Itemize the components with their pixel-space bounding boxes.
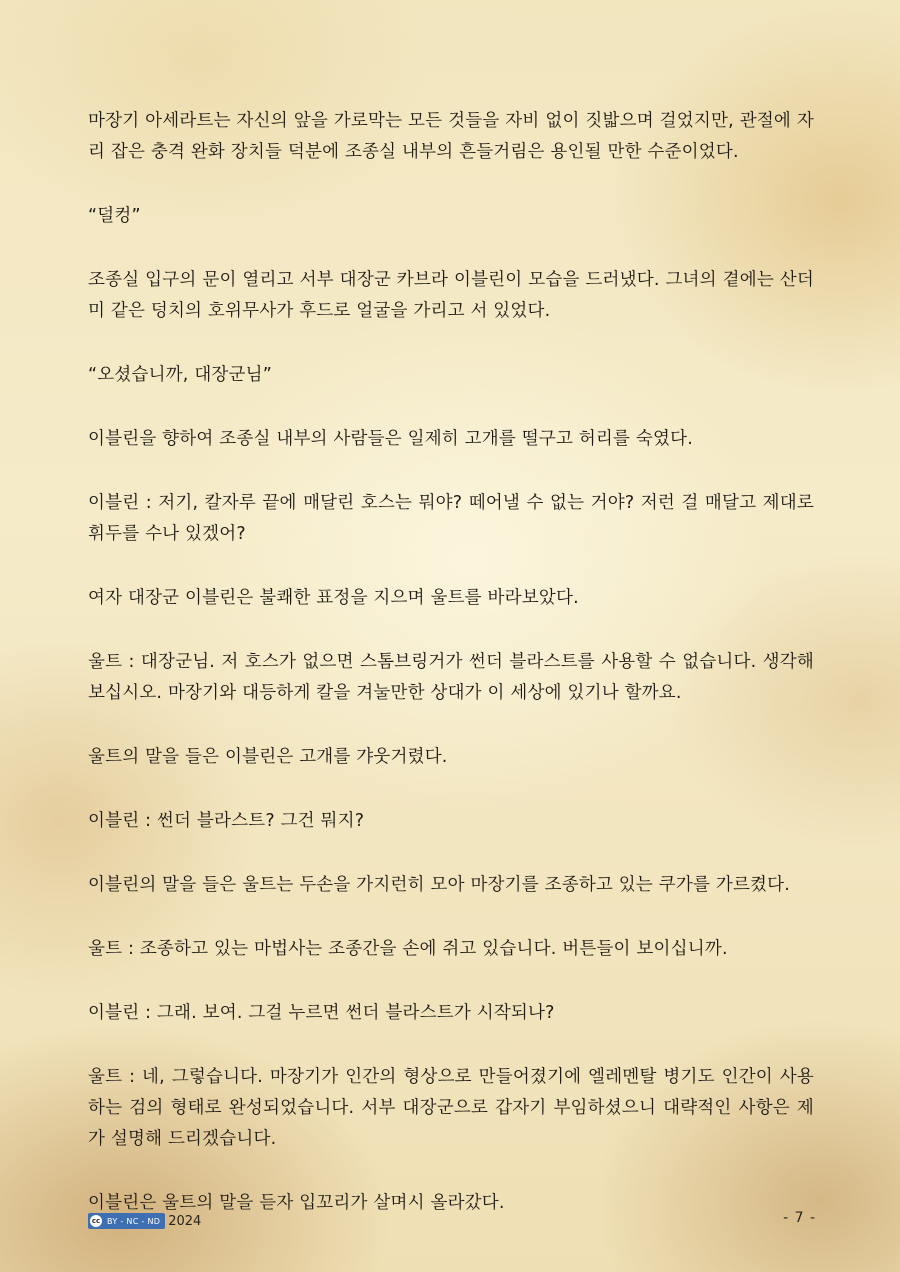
- paragraph: 마장기 아세라트는 자신의 앞을 가로막는 모든 것들을 자비 없이 짓밟으며 걸었지만, 관절에 자리 잡은 충격 완화 장치들 덕분에 조종실 내부의 흔들거림은 용인될 만한 수준이었다.: [88, 111, 814, 162]
- paragraph: 울트 : 대장군님. 저 호스가 없으면 스톰브링거가 썬더 블라스트를 사용할 수 없습니다. 생각해보십시오. 마장기와 대등하게 칼을 겨눌만한 상대가 이 세상에 있기나 할까요.: [88, 652, 814, 703]
- paragraph: 이블린 : 그래. 보여. 그걸 누르면 썬더 블라스트가 시작되나?: [88, 1003, 555, 1023]
- paragraph: “오셨습니까, 대장군님”: [88, 365, 273, 385]
- body-text: [88, 106, 820, 1252]
- license-text: BY - NC - ND: [107, 1216, 161, 1226]
- paragraph: 이블린은 울트의 말을 듣자 입꼬리가 살며시 올라갔다.: [88, 1193, 505, 1213]
- paragraph: 울트 : 네, 그렇습니다. 마장기가 인간의 형상으로 만들어졌기에 엘레멘탈 병기도 인간이 사용하는 검의 형태로 완성되었습니다. 서부 대장군으로 갑자기 부임하셨으니 대략적인 사항은 제가 설명해 드리겠습니다.: [88, 1067, 814, 1149]
- page-footer: [88, 1212, 201, 1230]
- paragraph: “덜컹”: [88, 206, 141, 226]
- paragraph: 이블린 : 썬더 블라스트? 그건 뭐지?: [88, 811, 365, 831]
- paragraph: 여자 대장군 이블린은 불쾌한 표정을 지으며 울트를 바라보았다.: [88, 588, 579, 608]
- license-badge: [88, 1213, 165, 1229]
- paragraph: 조종실 입구의 문이 열리고 서부 대장군 카브라 이블린이 모습을 드러냈다. 그녀의 곁에는 산더미 같은 덩치의 호위무사가 후드로 얼굴을 가리고 서 있었다.: [88, 270, 814, 321]
- copyright-year: 2024: [168, 1213, 202, 1229]
- paragraph: 이블린 : 저기, 칼자루 끝에 매달린 호스는 뭐야? 떼어낼 수 없는 거야? 저런 걸 매달고 제대로 휘두를 수나 있겠어?: [88, 493, 820, 544]
- paragraph: 울트의 말을 들은 이블린은 고개를 갸웃거렸다.: [88, 747, 448, 767]
- paragraph: 이블린을 향하여 조종실 내부의 사람들은 일제히 고개를 떨구고 허리를 숙였다.: [88, 429, 693, 449]
- cc-icon: cc: [91, 1217, 101, 1225]
- paragraph: 울트 : 조종하고 있는 마법사는 조종간을 손에 쥐고 있습니다. 버튼들이 보이십니까.: [88, 939, 728, 959]
- paragraph: 이블린의 말을 들은 울트는 두손을 가지런히 모아 마장기를 조종하고 있는 쿠가를 가르켰다.: [88, 875, 791, 895]
- page-number: - 7 -: [783, 1210, 816, 1226]
